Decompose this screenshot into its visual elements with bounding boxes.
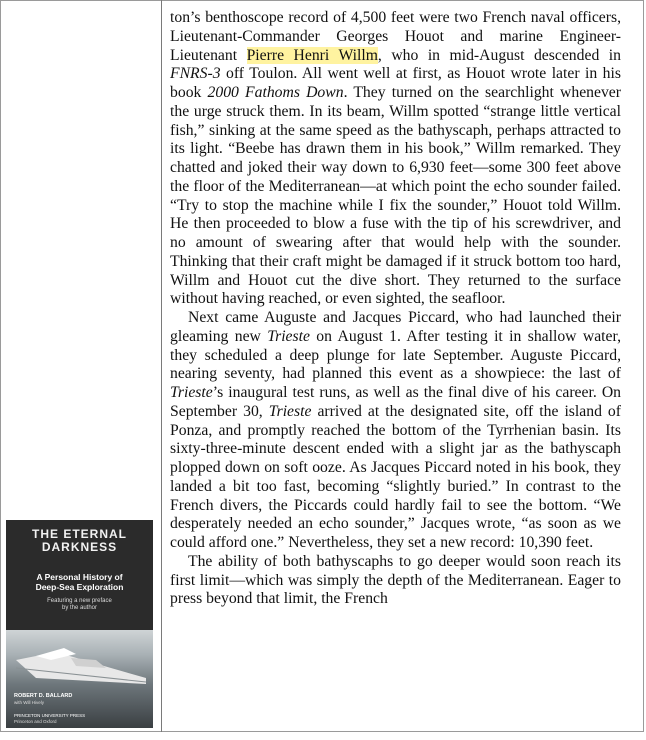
cover-subtitle: A Personal History of Deep-Sea Exploration	[35, 572, 124, 592]
italic-vessel-name: FNRS-3	[170, 65, 221, 83]
cover-ship-illustration	[16, 638, 146, 684]
text-run: ton’s benthoscope record of 4,500 feet were two French naval officers, Lieutenant-Commander Georges Houot and marine Engineer-Lieutenant	[170, 9, 621, 64]
italic-vessel-name: Trieste	[170, 384, 213, 401]
text-run: ’s inaugural test runs, as well as the final dive of his career. On September 30,	[170, 384, 621, 420]
text-run: . They turned on the searchlight whenever the urge struck them. In its beam, Willm spotted “strange little vertical fish,” sinking at the same speed as the bathyscaph, perhaps attracted to its light. “Beebe has drawn them in his book,” Willm remarked. They chatted and joked their way down to 6,930 feet—some 300 feet above the floor of the Mediterranean—at which point the echo sounder failed. “Try to stop the machine while I fix the sounder,” Houot told Willm. He then proceeded to blow a fuse with the tip of his screwdriver, and no amount of swearing after that would help with the sounder. Thinking that their craft might be damaged if it struck bottom too hard, Willm and Houot cut the dive short. They returned to the surface without having reached, or even sighted, the seafloor.	[170, 84, 621, 308]
column-divider	[161, 0, 162, 732]
cover-author: ROBERT D. BALLARD	[14, 693, 73, 699]
paragraph-3: The ability of both bathyscaphs to go deeper would soon reach its first limit—which was simply the depth of the Mediterranean. Eager to press beyond that limit, the French	[170, 552, 621, 608]
cover-coauthor: with Will Hively	[14, 700, 45, 705]
cover-title: THE ETERNAL DARKNESS	[32, 527, 127, 554]
text-run: arrived at the designated site, off the island of Ponza, and promptly reached the bottom of the Tyrrhenian basin. Its sixty-three-minute descent ended with a slight jar as the bathyscaph plopped down on soft ooze. As Jacques Piccard noted in his book, they landed a bit too fast, becoming “slightly buried.” In contrast to the French divers, the Piccards could hardly fail to see the bottom. “We desperately needed an echo sounder,” Jacques wrote, “as soon as we could afford one.” Nevertheless, they set a new record: 10,390 feet.	[170, 402, 621, 551]
italic-vessel-name: Trieste	[267, 327, 310, 345]
italic-book-title: 2000 Fathoms Down	[207, 84, 344, 101]
cover-publisher-place: Princeton and Oxford	[14, 719, 57, 724]
cover-publisher: PRINCETON UNIVERSITY PRESS	[14, 713, 86, 718]
book-cover-thumbnail[interactable]	[6, 520, 153, 728]
book-text-column	[170, 9, 621, 609]
highlighted-name[interactable]: Pierre Henri Willm	[246, 46, 378, 64]
italic-vessel-name: Trieste	[268, 402, 312, 420]
text-run: on August 1. After testing it in shallow water, they scheduled a deep plunge for late September. Auguste Piccard, nearing seventy, had planned this event as a showpiece: the last of	[170, 327, 621, 383]
text-run: , who in mid-August descended in	[377, 46, 621, 64]
text-run: Next came Auguste and Jacques Piccard, who had launched their gleaming new	[170, 309, 621, 345]
paragraph-1	[170, 9, 621, 309]
cover-preface-note: Featuring a new preface by the author	[47, 598, 112, 611]
paragraph-2	[170, 309, 621, 553]
text-run: off Toulon. All went well at first, as Houot wrote later in his book	[170, 65, 621, 101]
